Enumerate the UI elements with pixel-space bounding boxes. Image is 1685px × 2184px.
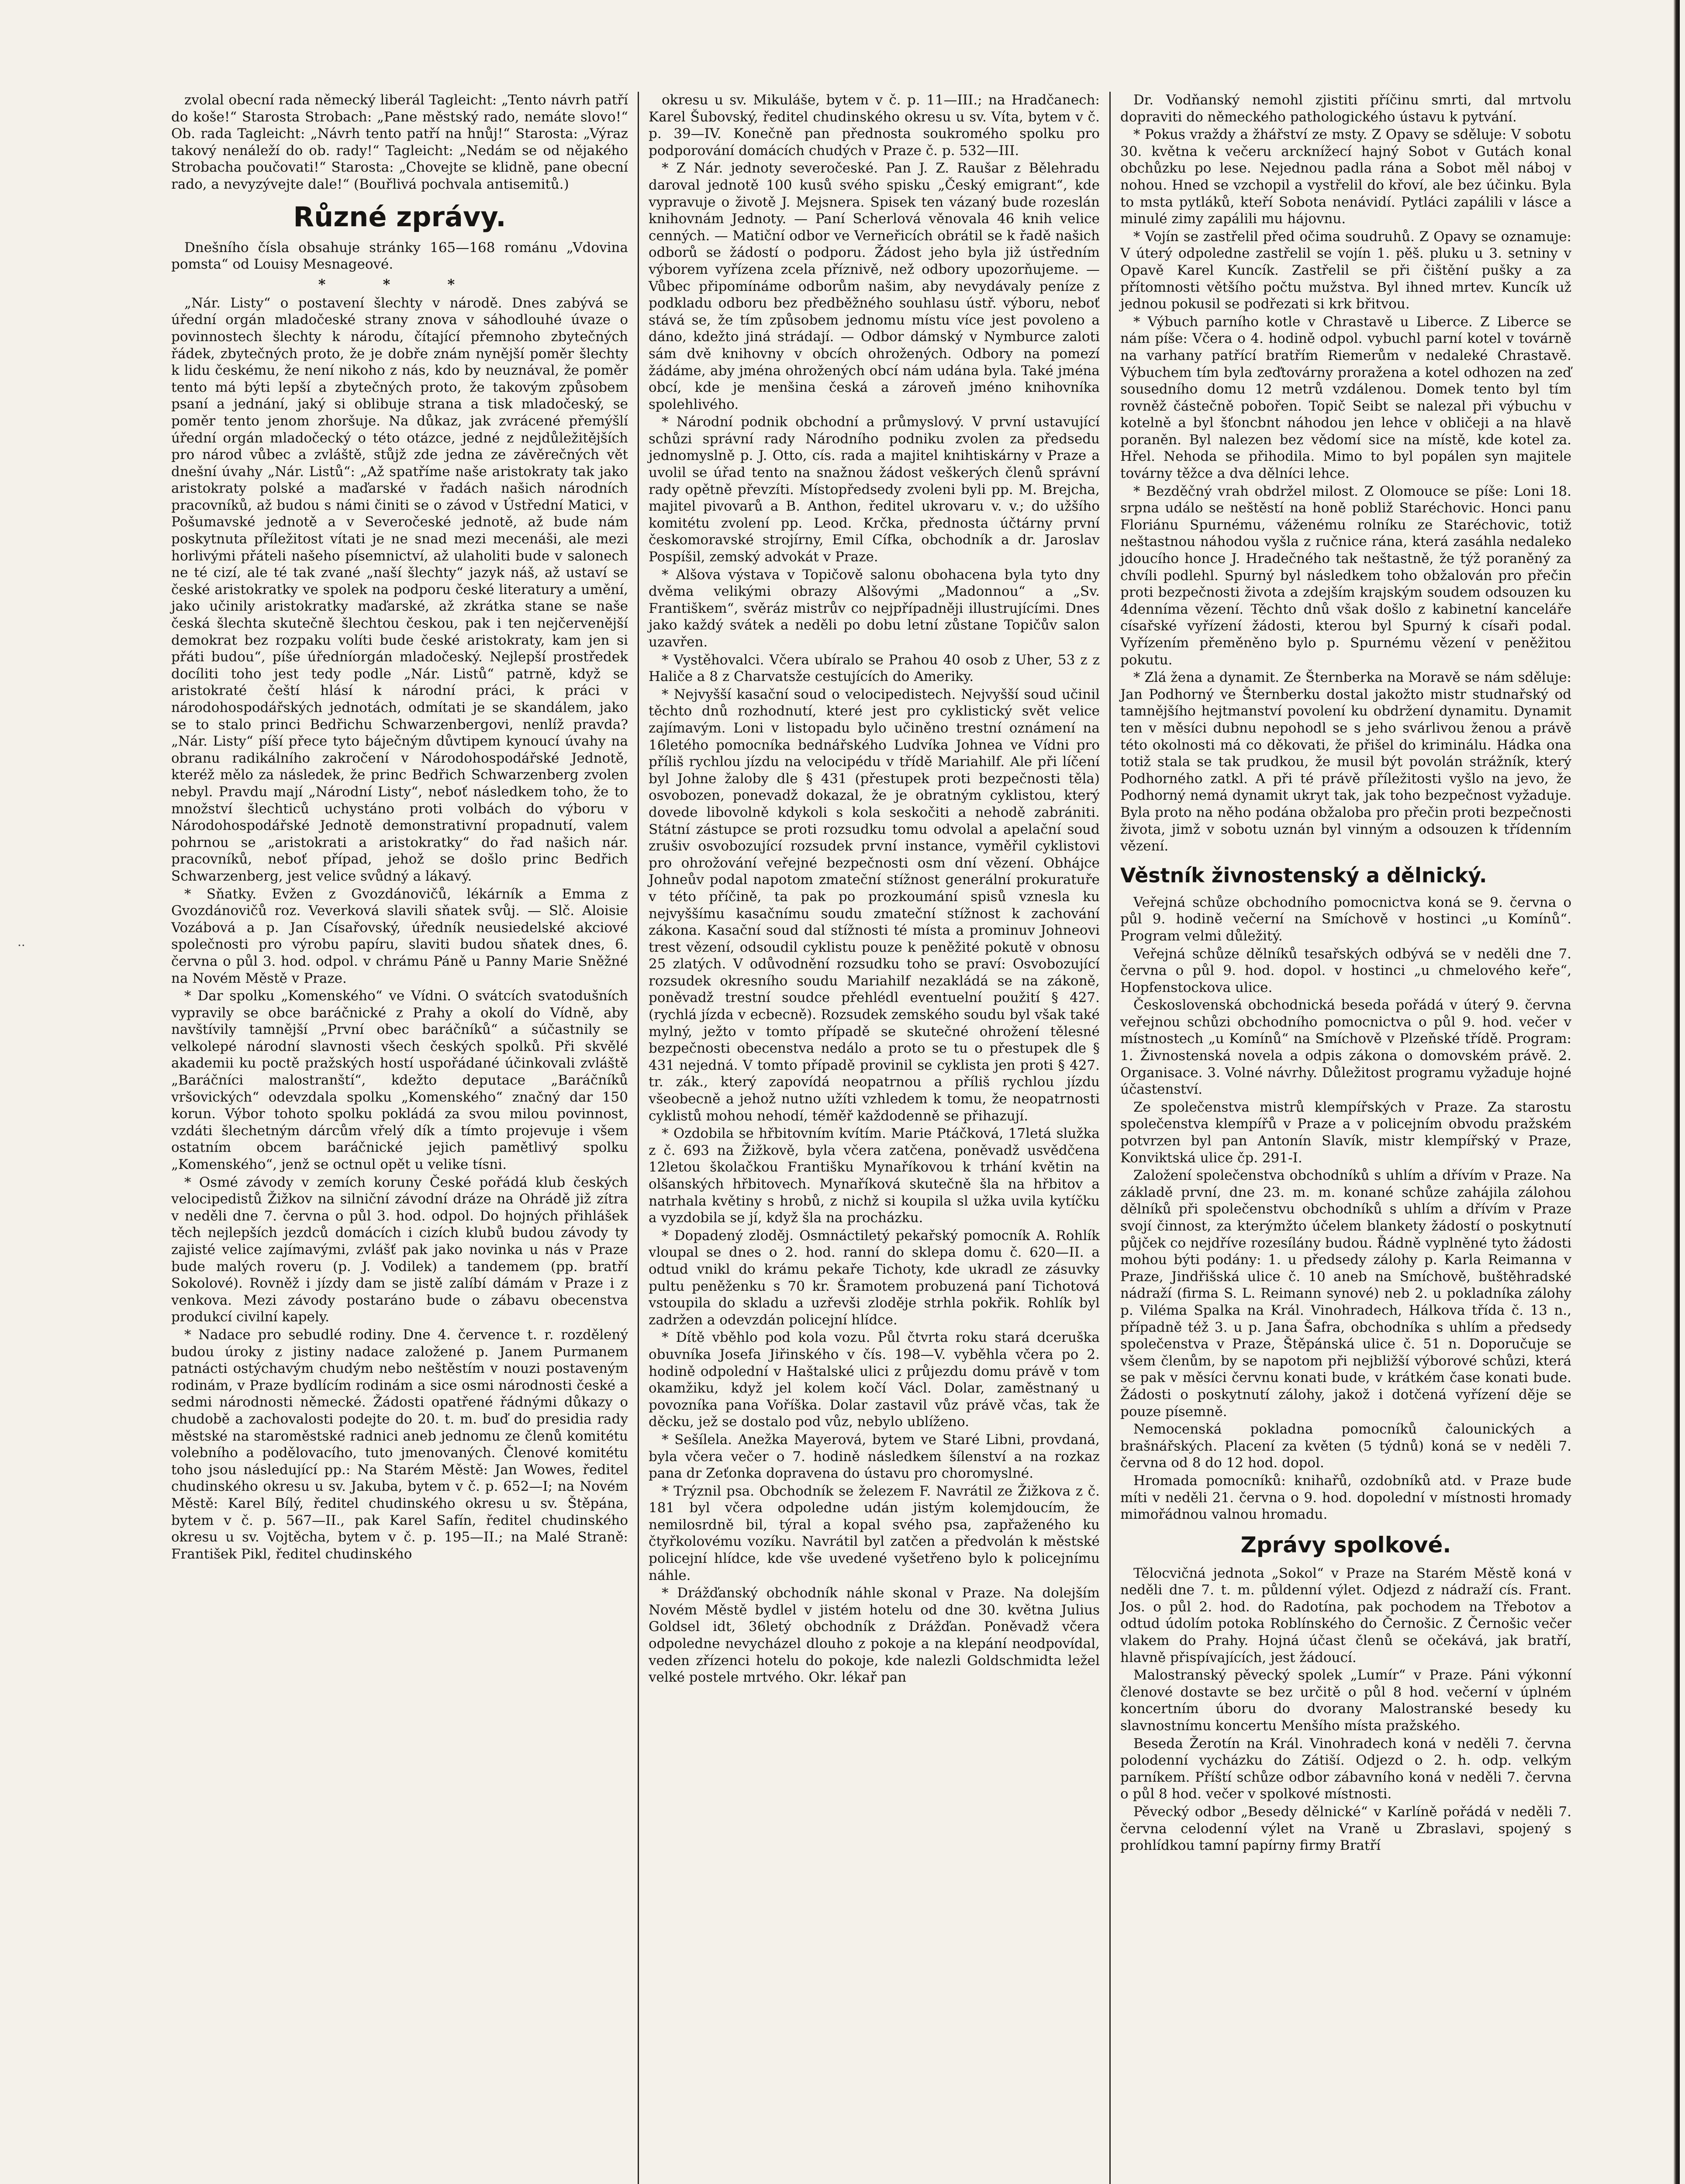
- article-text: Nemocenská pokladna pomocníků čalounických a brašnářských. Placení za květen (5 týdnů) koná se v neděli 7. června od 8 do 12 hod. dopol.: [1120, 1421, 1571, 1471]
- margin-mark: ··: [17, 938, 25, 953]
- article-text: * Zlá žena a dynamit. Ze Šternberka na Moravě se nám sděluje: Jan Podhorný ve Šternberku dostal jakožto mistr studnařský od tamnějšího hejtmanství povolení ku obdržení dynamitu. Dynamit ten v měsíci dubnu nepohodl se s jeho svárlivou ženou a právě této okolnosti má co děkovati, že přišel do kriminálu. Hádka ona totiž stala se tak prudkou, že musil být povolán strážník, který Podhorného zatkl. A při té právě příležitosti vyšlo na jevo, že Podhorný nemá dynamit ukryt tak, jak toho bezpečnost vyžaduje. Byla proto na něho podána obžaloba pro přečin proti bezpečnosti života, jimž v sobotu uznán byl vinným a odsouzen k třídenním vězení.: [1120, 670, 1571, 854]
- article-text: * Sňatky. Evžen z Gvozdánovičů, lékárník a Emma z Gvozdánovičů roz. Veverková slavili sňatek svůj. — Slč. Aloisie Vozábová a p. Jan Císařovský, úředník neusiedelské akciové společnosti pro výrobu papíru, slaviti budou sňatek dnes, 6. června o půl 3. hod. odpol. v chrámu Páně u Panny Marie Sněžné na Novém Městě v Praze.: [171, 886, 628, 986]
- article-text: * Výbuch parního kotle v Chrastavě u Liberce. Z Liberce se nám píše: Včera o 4. hodině odpol. vybuchl parní kotel v továrně na varhany patřící bratřím Riemerům v nedaleké Chrastavě. Výbuchem tím byla zeďtovárny proražena a kotel odhozen na zeď sousedního domu 12 metrů vzdálenou. Domek tento byl tím rovněž částečně pobořen. Topič Seibt se nalezal při výbuchu v kotelně a byl šťoncbnt náhodou jen lehce v obličeji a na hlavě poraněn. Byl nalezen bez vědomí sice na místě, kde kotel za. Hřel. Nehoda se přihodila. Mimo to byl popálen syn majitele továrny těžce a dva dělníci lehce.: [1120, 314, 1571, 482]
- article-text: * Vojín se zastřelil před očima soudruhů. Z Opavy se oznamuje: V úterý odpoledne zastřelil se vojín 1. pěš. pluku u 3. setniny v Opavě Karel Kuncík. Zastřelil se při čištění pušky a za přítomnosti většího počtu mužstva. Byl ihned mrtev. Kuncík už jednou pokusil se podřezati si krk břitvou.: [1120, 228, 1571, 312]
- article-text: Dnešního čísla obsahuje stránky 165—168 románu „Vdovina pomsta“ od Louisy Mesnageové.: [171, 239, 628, 273]
- section-title: Různé zprávy.: [293, 200, 506, 233]
- article-text: Ze společenstva mistrů klempířských v Praze. Za starostu společenstva klempířů v Praze a v policejním obvodu pražském potvrzen byl pan Antonín Slavík, mistr klempířský v Praze, Konviktská ulice čp. 291-I.: [1120, 1099, 1571, 1166]
- article-text: * Osmé závody v zemích koruny České pořádá klub českých velocipedistů Žižkov na silniční závodní dráze na Ohrádě již zítra v neděli dne 7. června o půl 3. hod. odpol. Do hojných přihlášek těch nejlepších jezdců domácích i cizích klubů budou závody ty zajisté velice zajímavými, zvlášť pak jako novinka u nás v Praze bude malých roveru (p. J. Vodilek) a tandemem (pp. bratří Sokolové). Rovněž i jízdy dam se jistě zalíbí dámám v Praze i z venkova. Mezi závody postaráno bude o zábavu obecenstva produkcí civilní kapely.: [171, 1174, 628, 1325]
- article-text: * Drážďanský obchodník náhle skonal v Praze. Na dolejším Novém Městě bydlel v jistém hotelu od dne 30. května Julius Goldsel idt, 36letý obchodník z Drážďan. Poněvadž včera odpoledne nevycházel dlouho z pokoje a na klepání neodpovídal, veden zřízenci hotelu do pokoje, kde nalezli Goldschmidta ležel velké postele mrtvého. Okr. lékař pan: [649, 1585, 1100, 1686]
- article-text: * Bezděčný vrah obdržel milost. Z Olomouce se píše: Loni 18. srpna událo se neštěstí na honě pobliž Staréchovic. Honci panu Floriánu Spurnému, váženému rolníku ze Staréchovic, totiž neštastnou náhodou vyšla z ručnice rána, která zasáhla nedaleko jdoucího honce J. Hradečného tak neštastně, že týž poraněný za chvíli podlehl. Spurný byl následkem toho obžalován pro přečin proti bezpečnosti života a zdejším krajským soudem odsouzen ku 4denníma vězení. Těchto dnů však došlo z kabinetní kanceláře císařské vyřízení žádosti, kterou byl Spurný k císaři podal. Vyřízením přeměněno bylo p. Spurnému vězení v peněžitou pokutu.: [1120, 483, 1571, 668]
- article-text: * Trýznil psa. Obchodník se železem F. Navrátil ze Žižkova z č. 181 byl včera odpoledne udán jistým kolemjdoucím, že nemilosrdně bil, týral a kopal svého psa, zapřaženého ku čtyřkolovému vozíku. Navrátil byl zatčen a předvolán k městské policejní hlídce, kde vše uvedené vyšetřeno bylo k policejnímu náhle.: [649, 1483, 1100, 1583]
- article-text: * Alšova výstava v Topičově salonu obohacena byla tyto dny dvěma velikými obrazy Alšovými „Madonnou“ a „Sv. Františkem“, svěráz mistrův co nejpřípadněji illustrujícími. Dnes jako každý svátek a neděli po dobu letní zůstane Topičův salon uzavřen.: [649, 567, 1100, 650]
- article-text: Tělocvičná jednota „Sokol“ v Praze na Starém Městě koná v neděli dne 7. t. m. půldenní výlet. Odjezd z nádraží cís. Frant. Jos. o půl 2. hod. do Radotína, pak pochodem na Třebotov a odtud údolím potoka Roblínského do Černošic. Z Černošic večer vlakem do Prahy. Hojná účast členů se očekává, jak bratří, hlavně přispívajících, jest žádoucí.: [1120, 1565, 1571, 1666]
- page-binding-edge: [1674, 0, 1680, 2184]
- article-text: Československá obchodnická beseda pořádá v úterý 9. června veřejnou schůzi obchodního pomocnictva o půl 9. hod. večer v místnostech „u Komínů“ na Smíchově v Plzeňské třídě. Program: 1. Živnostenská novela a odpis zákona o domovském právě. 2. Organisace. 3. Volné návrhy. Důležitost programu vyžaduje hojné účastenství.: [1120, 997, 1571, 1098]
- article-text: * Pokus vraždy a žhářství ze msty. Z Opavy se sděluje: V sobotu 30. května k večeru arcknížecí hajný Sobot v Gutách konal obchůzku po lese. Nejednou padla rána a Sobot měl náboj v nohou. Hned se vzchopil a vystřelil do křoví, ale bez účinku. Byla to msta pytláků, kteří Sobota nenávidí. Pytláci zapálili v lásce a minulé zimy zapálili mu hájovnu.: [1120, 127, 1571, 227]
- section-title: Věstník živnostenský a dělnický.: [1120, 863, 1487, 887]
- article-text: * Národní podnik obchodní a průmyslový. V první ustavující schůzi správní rady Národního podniku zvolen za předsedu jednomyslně p. J. Otto, cís. rada a majitel knihtiskárny v Praze a uvolil se úřad tento na snažnou žádost veškerých členů správní rady opětně převzíti. Místopředsedy zvoleni byli pp. M. Brejcha, majitel pivovarů a B. Anthon, ředitel ukrovaru v. v.; do užšího komitétu zvolení pp. Leod. Krčka, přednosta účtárny první českomoravské strojírny, Emil Cífka, obchodník a dr. Jaroslav Pospíšil, zemský advokát v Praze.: [649, 414, 1100, 565]
- column-1: [162, 92, 638, 2184]
- article-text: Pěvecký odbor „Besedy dělnické“ v Karlíně pořádá v neděli 7. června celodenní výlet na Vraně u Zbraslavi, spojený s prohlídkou tamní papírny firmy Bratří: [1120, 1804, 1571, 1854]
- article-text: * Ozdobila se hřbitovním kvítím. Marie Ptáčková, 17letá služka z č. 693 na Žižkově, byla včera zatčena, poněvadž usvědčena 12letou školačkou Františku Mynaříkovou k trhání květin na olšanských hřbitovech. Mynaříková skutečně šla na hřbitov a natrhala květiny s hrobů, z nichž si koupila sl užka uvila kytíčku a vyzdobila se jí, když šla na procházku.: [649, 1126, 1100, 1226]
- article-text: * Sešílela. Anežka Mayerová, bytem ve Staré Libni, provdaná, byla včera večer o 7. hodině následkem šílenství a na rozkaz pana dr Zeťonka dopravena do ústavu pro choromyslné.: [649, 1431, 1100, 1482]
- section-title: Zprávy spolkové.: [1240, 1532, 1451, 1558]
- article-text: Beseda Žerotín na Král. Vinohradech koná v neděli 7. června polodenní vycházku do Zátiší. Odjezd o 2. h. odp. velkým parníkem. Příští schůze odbor zábavního koná v neděli 7. června o půl 8 hod. večer v spolkové místnosti.: [1120, 1735, 1571, 1802]
- article-text: * Z Nár. jednoty severočeské. Pan J. Z. Raušar z Bělehradu daroval jednotě 100 kusů svého spisku „Český emigrant“, kde vypravuje o životě J. Mejsnera. Spisek ten vázaný bude rozeslán knihovnám Jednoty. — Paní Scherlová věnovala 46 knih velice cenných. — Matiční odbor ve Verneřicích obrátil se k řadě našich odborů se žádostí o podporu. Žádost jeho byla již ústředním výborem vyřízena zcela příznivě, než odbory upozorňujeme. — Vůbec připomínáme odborům našim, aby nevydávaly peníze z podkladu odboru bez předběžného souhlasu ústř. výboru, neboť stává se, že tím způsobem jednomu místu více jest povoleno a dáno, kdežto jiná strádají. — Odbor dámský v Nymburce zaloti sám dvě knihovny v obcích ohrožených. Odbory na pomezí žádáme, aby jména ohrožených obcí nám udána byla. Také jména obcí, kde je menšina česká a zároveň jméno knihovníka spolehlivého.: [649, 160, 1100, 412]
- article-text: „Nár. Listy“ o postavení šlechty v národě. Dnes zabývá se úřední orgán mladočeské strany znova v sáhodlouhé úvaze o povinnostech šlechty k národu, čítající přemnoho zbytečných řádek, zbytečných proto, že je dobře znám nynější poměr šlechty k lidu českému, že není nikoho z nás, kdo by neuznával, že poměr tento má býti lepší a zbytečných proto, že takovým způsobem psaní a jednání, jaký si oblibuje strana a tisk mladočeský, se poměr tento jenom zhoršuje. Na důkaz, jak zvrácené přemýšlí úřední orgán mladočecký o této otázce, jedné z nejdůležitějších pro národ vůbec a zvláště, stůjž zde jedna ze závěrečných vět dnešní úvahy „Nár. Listů“: „Až spatříme naše aristokraty tak jako aristokraty polské a maďarské v řadách našich národních pracovníků, až budou s námi činiti se o závod v Ústřední Matici, v Pošumavské jednotě a v Severočeské jednotě, až bude nám poskytnuta příležitost vítati je ne snad mezi mecenáši, ale mezi horlivými přáteli našeho písemnictví, až ulaholiti bude v salonech ne té cizí, ale té tak zvané „naší šlechty“ jazyk náš, až ustaví se české aristokratky ve spolek na podporu české literatury a umění, jako učinily aristokratky maďarské, až zkrátka stane se naše česká šlechta skutečně šlechtou českou, pak i ten nejčervenější demokrat bez rozpaku volíti bude české aristokraty, kam jen si přáti budou“, píše úředníorgán mladočeský. Nejlepší prostředek docíliti toho jest tedy podle „Nár. Listů“ patrně, když se aristokraté čeští hlásí k národní práci, k práci v národohospodářských jednotách, odmítati je se skandálem, jako se to stalo princi Bedřichu Schwarzenbergovi, nenlíž pravda? „Nár. Listy“ píší přece tyto báječným důvtipem kynoucí úvahy na obranu radikálního zakročení v Národohospodářské Jednotě, kteréž mělo za následek, že princ Bedřich Schwarzenberg zvolen nebyl. Pravdu mají „Národní Listy“, neboť následkem toho, že to množství šlechticů uchystáno proti volbách do výboru v Národohospodářské Jednotě demonstrativní propadnutí, valem pohrnou se „aristokrati a aristokratky“ do řad našich nár. pracovníků, neboť případ, jehož se došlo princ Bedřich Schwarzenberg, jest velice svůdný a lákavý.: [171, 295, 628, 884]
- article-text: * Vystěhovalci. Včera ubíralo se Prahou 40 osob z Uher, 53 z z Haliče a 8 z Charvatsže cestujících do Ameriky.: [649, 652, 1100, 685]
- article-text: Založení společenstva obchodníků s uhlím a dřívím v Praze. Na základě první, dne 23. m. m. konané schůze zahájila zálohou dělníků při společenstvu obchodníků s uhlím a dřívím v Praze svojí činnost, za kterýmžto účelem blankety žádostí o poskytnutí půjček co nejdříve rozesílány budou. Řádně vyplněné tyto žádosti mohou býti podány: 1. u předsedy zálohy p. Karla Reimanna v Praze, Jindřišská ulice č. 10 aneb na Smíchově, buštěhradské nádraží (firma S. L. Reimann synové) neb 2. u pokladníka zálohy p. Viléma Spalka na Král. Vinohradech, Hálkova třída č. 13 n., případně též 3. u p. Jana Šafra, obchodníka s uhlím a předsedy společenstva v Praze, Štěpánská ulice č. 51 n. Doporučuje se všem členům, by se napotom při nejbližší výborové schůzi, která se pak v měsíci červnu konati bude, v krátkém čase konati bude. Žádosti o poskytnutí zálohy, jakož i dotčená vyřízení děje se pouze písemně.: [1120, 1168, 1571, 1420]
- article-text: okresu u sv. Mikuláše, bytem v č. p. 11—III.; na Hradčanech: Karel Šubovský, ředitel chudinského okresu u sv. Víta, bytem v č. p. 39—IV. Konečně pan přednosta soukromého spolku pro podporování domácích chudých v Praze č. p. 532—III.: [649, 92, 1100, 159]
- article-text: Dr. Vodňanský nemohl zjistiti příčinu smrti, dal mrtvolu dopraviti do německého pathologického ústavu k pytvání.: [1120, 92, 1571, 125]
- article-text: Malostranský pěvecký spolek „Lumír“ v Praze. Páni výkonní členové dostavte se bez určitě o půl 8 hod. večerní v úplném koncertním úboru do dvorany Malostranské besedy ku slavnostnímu koncertu Menšího místa pražského.: [1120, 1667, 1571, 1734]
- article-text: Veřejná schůze obchodního pomocnictva koná se 9. června o půl 9. hodině večerní na Smíchově v hostinci „u Komínů“. Program velmi důležitý.: [1120, 894, 1571, 944]
- article-text: Hromada pomocníků: knihařů, ozdobníků atd. v Praze bude míti v neděli 21. června o 9. hod. dopolední v místnosti hromady mimořádnou valnou hromadu.: [1120, 1472, 1571, 1523]
- column-2: [638, 92, 1109, 2184]
- article-text: * Nadace pro sebudlé rodiny. Dne 4. července t. r. rozdělený budou úroky z jistiny nadace založené p. Janem Purmanem patnácti ostýchavým chudým nebo neštěstím v nouzi postaveným rodinám, v Praze bydlícím rodinám a sice osmi národnosti české a sedmi národnosti německé. Žádosti opatřené řádnými důkazy o chudobě a zachovalosti podejte do 20. t. m. buď do presidia rady městské na staroměstské radnici aneb jednomu ze členů komitétu volebního a podělovacího, tuto jmenovaných. Členové komitétu toho jsou následující pp.: Na Starém Městě: Jan Wowes, ředitel chudinského okresu u sv. Jakuba, bytem v č. p. 652—I; na Novém Městě: Karel Bílý, ředitel chudinského okresu u sv. Štěpána, bytem v č. p. 567—II., pak Karel Safín, ředitel chudinského okresu u sv. Vojtěcha, bytem v č. p. 195—II.; na Malé Straně: František Pikl, ředitel chudinského: [171, 1327, 628, 1562]
- article-text: * Dopadený zloděj. Osmnáctiletý pekařský pomocník A. Rohlík vloupal se dnes o 2. hod. ranní do sklepa domu č. 620—II. a odtud vnikl do krámu pekaře Tichoty, kde ukradl ze zásuvky pultu peněženku s 70 kr. Šramotem probuzená paní Tichotová vstoupila do skladu a uzřevši zloděje strhla pokřik. Rohlík byl zadržen a odevzdán policejní hlídce.: [649, 1227, 1100, 1328]
- newspaper-page: [162, 92, 1581, 2184]
- article-text: * Dítě vběhlo pod kola vozu. Půl čtvrta roku stará dceruška obuvníka Josefa Jiřinského v čís. 198—V. vyběhla včera po 2. hodině odpolední v Haštalské ulici z průjezdu domu právě v tom okamžiku, když jel kolem kočí Václ. Dolar, zaměstnaný u povozníka pana Voříška. Dolar zastavil vůz právě včas, tak že děcku, jež se dostalo pod vůz, nebylo ublíženo.: [649, 1330, 1100, 1430]
- column-3: [1109, 92, 1581, 2184]
- article-text: * Nejvyšší kasační soud o velocipedistech. Nejvyšší soud učinil těchto dnů rozhodnutí, které jest pro cyklistický svět velice zajímavým. Loni v listopadu bylo učiněno trestní oznámení na 16letého pomocníka bednářského Ludvíka Johnea ve Vídni pro příliš rychlou jízdu na velocipédu v třídě Mariahilf. Ale při líčení byl Johne žaloby dle § 431 (přestupek proti bezpečnosti těla) osvobozen, ponevadž dokazal, že je obratným cyklistou, který dovede libovolně kdykoli s kola seskočiti a nehodě zabrániti. Státní zástupce se proti rozsudku tomu odvolal a apelační soud zrušiv osvobozující rozsudek první instance, vyměřil cyklistovi pro ohrožování veřejné bezpečnosti osm dní vězení. Obhájce Johneův podal napotom zmateční stížnost generální prokuratuře v této příčině, ta pak po prozkoumání spisů vznesla ku nejvyššímu kasačnímu soudu zmateční stížnost k zachování zákona. Kasační soud dal stížnosti té místa a prominuv Johneovi trest vězení, odsoudil cyklistu pouze k peněžité pokutě v obnosu 25 zlatých. V odůvodnění rozsudku toho se praví: Osvobozující rozsudek okresního soudu Mariahilf nezakládá se na zákoně, poněvadž trestní soudce přehlédl eventuelní použití § 427. (rychlá jízda v ecbecně). Rozsudek zemského soudu byl však také mylný, ježto v tomto případě se skutečné ohrožení tělesné bezpečnosti obecenstva nedálo a proto se tu o přestupek dle § 431 nejedná. V tomto případě provinil se cyklista jen proti § 427. tr. zák., který zapovídá neopatrnou a příliš rychlou jízdu všeobecně a jehož nutno užíti vzhledem k tomu, že neopatrnosti cyklistů mohou nehodí, téměř každodenně se přihazují.: [649, 686, 1100, 1124]
- article-text: * Dar spolku „Komenského“ ve Vídni. O svátcích svatodušních vypravily se obce baráčnické z Prahy a okolí do Vídně, aby navštívily tamnější „První obec baráčníků“ a súčastnily se velkolepé národní slavnosti všech českých spolků. Při skvělé akademii ku poctě pražských hostí uspořádané účinkovali zvláště „Baráčníci malostranští“, kdežto deputace „Baráčníků vršovických“ odevzdala spolku „Komenského“ značný dar 150 korun. Výbor tohoto spolku pokládá za svou milou povinnost, vzdáti šlechetným dárcům vřelý dík a tímto projevuje i všem ostatním obcem baráčnické jejich pamětlivý spolku „Komenského“, jenž se octnul opět u velike tísni.: [171, 988, 628, 1173]
- article-text: Veřejná schůze dělníků tesařských odbývá se v neděli dne 7. června o půl 9. hod. dopol. v hostinci „u chmelového keře“, Hopfenstockova ulice.: [1120, 946, 1571, 995]
- article-text: zvolal obecní rada německý liberál Tagleicht: „Tento návrh patří do koše!“ Starosta Strobach: „Pane městský rado, nemáte slovo!“ Ob. rada Tagleicht: „Návrh tento patří na hnůj!“ Starosta: „Výraz takový nenáleží do ob. rady!“ Tagleicht: „Nedám se od nějakého Strobacha poučovati!“ Starosta: „Chovejte se klidně, pane obecní rado, a nevyzývejte dale!“ (Bouřlivá pochvala antisemitů.): [171, 92, 628, 192]
- separator-stars: * * *: [318, 276, 481, 293]
